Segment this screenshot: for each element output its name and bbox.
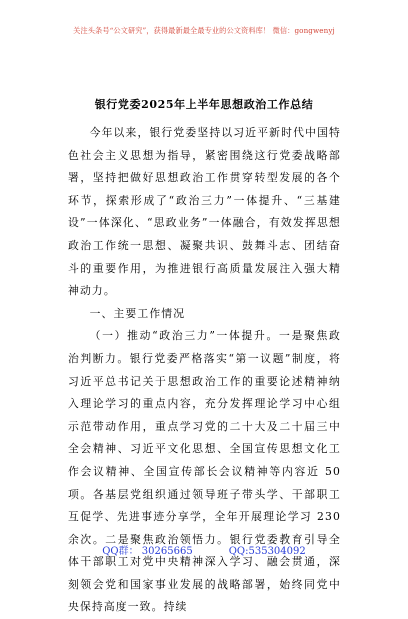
- section-heading: 一、主要工作情况: [89, 306, 186, 320]
- document-title: 银行党委2025年上半年思想政治工作总结: [94, 98, 314, 111]
- qq-group-number: QQ群： 30265665: [102, 546, 193, 557]
- intro-paragraph: 今年以来，银行党委坚持以习近平新时代中国特色社会主义思想为指导，紧密围绕这行党委战略部署，坚持把做好思想政治工作贯穿转型发展的各个环节，探索形成了“政治三力”一体提升、“三基建设”一体深化、“思政业务”一体融合，有效发挥思想政治工作统一思想、凝聚共识、鼓舞斗志、团结奋斗的重要作用，为推进银行高质量发展注入强大精神动力。: [68, 126, 341, 298]
- footer-contact: [0, 542, 408, 557]
- header-promo-note: 关注头条号“公文研究”，获得最新最全最专业的公文资料库！ 微信：gongwenyj: [73, 26, 335, 35]
- subsection-paragraph: （一）推动“政治三力”一体提升。一是聚焦政治判断力。银行党委严格落实“第一议题”制度，将习近平总书记关于思想政治工作的重要论述精神纳入理论学习的重点内容，充分发挥理论学习中心组示范带动作用，重点学习党的二十大及二十届三中全会精神、习近平文化思想、全国宣传思想文化工作会议精神、全国宣传部长会议精神等内容近 50项。各基层党组织通过领导班子带头学、干部职工互促学、先进事迹分享学，全年开展理论学习 230余次。二是聚焦政治领悟力。银行党委教育引导全体干部职工对党中央精神深入学习、融会贯通，深刻领会党和国家事业发展的战略部署，始终同党中央保持高度一致。持续: [68, 329, 341, 614]
- qq-number: QQ:535304092: [228, 546, 306, 557]
